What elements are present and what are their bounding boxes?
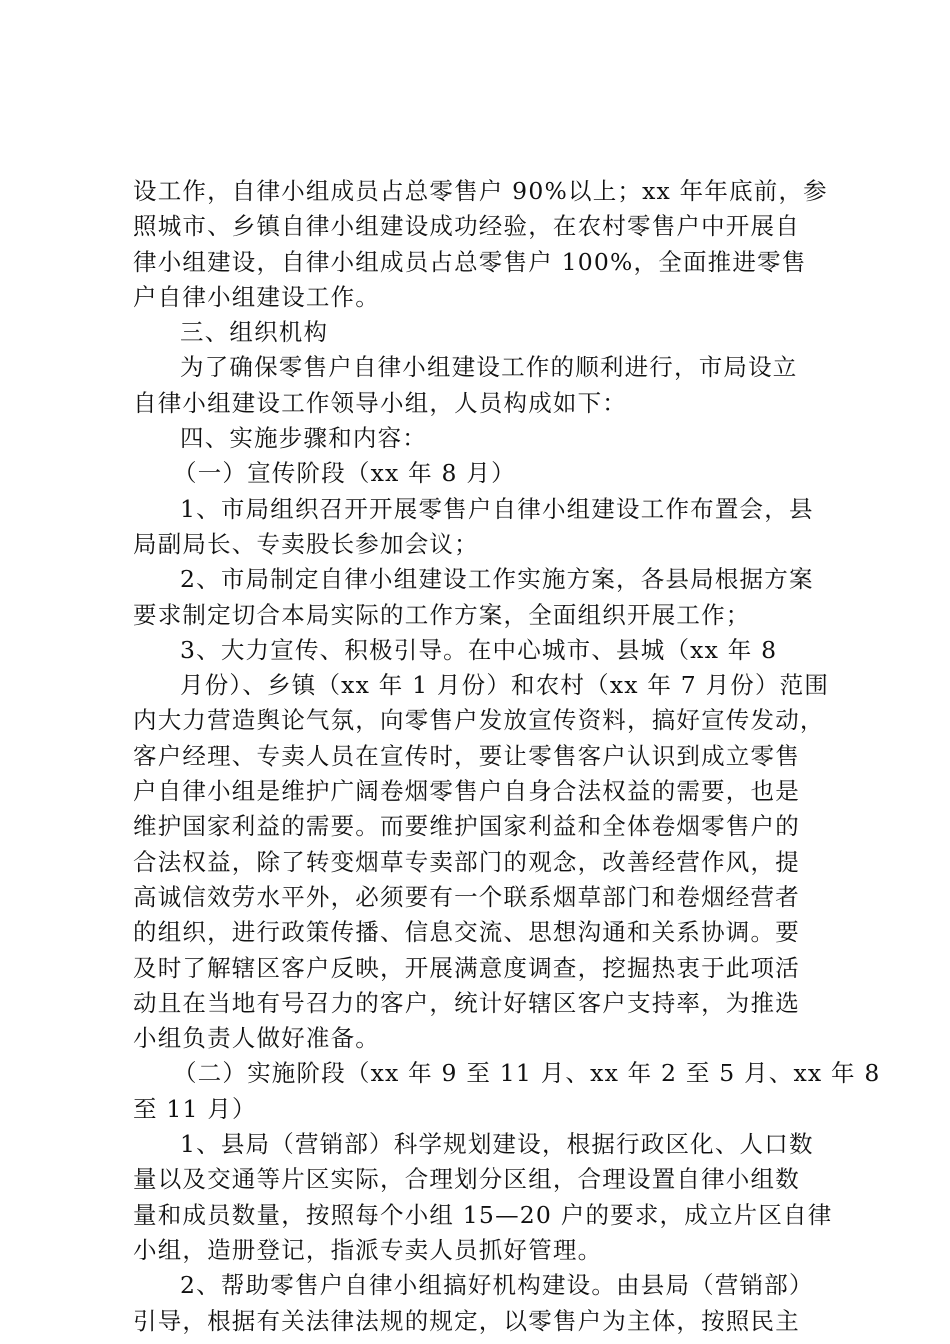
- text-line: 户自律小组是维护广阔卷烟零售户自身合法权益的需要，也是: [133, 777, 800, 806]
- text-line: 合法权益，除了转变烟草专卖部门的观念，改善经营作风，提: [133, 847, 800, 876]
- document-body: [133, 174, 881, 1339]
- text-line: 量以及交通等片区实际，合理划分区组，合理设置自律小组数: [133, 1165, 800, 1194]
- text-line: 2、帮助零售户自律小组搞好机构建设。由县局（营销部）: [180, 1271, 814, 1300]
- text-line: 内大力营造舆论气氛，向零售户发放宣传资料，搞好宣传发动，: [133, 706, 825, 735]
- text-line: 引导，根据有关法律法规的规定，以零售户为主体，按照民主: [133, 1306, 800, 1335]
- text-line: 客户经理、专卖人员在宣传时，要让零售客户认识到成立零售: [133, 741, 800, 770]
- text-line: 自律小组建设工作领导小组，人员构成如下：: [133, 388, 627, 417]
- text-line: 照城市、乡镇自律小组建设成功经验，在农村零售户中开展自: [133, 212, 800, 241]
- text-line: 要求制定切合本局实际的工作方案，全面组织开展工作；: [133, 600, 751, 629]
- text-line: 小组，造册登记，指派专卖人员抓好管理。: [133, 1235, 603, 1264]
- section-heading: 四、实施步骤和内容：: [180, 424, 427, 453]
- text-line: 月份）、乡镇（xx 年 1 月份）和农村（xx 年 7 月份）范围: [180, 671, 830, 700]
- text-line: 局副局长、专卖股长参加会议；: [133, 529, 479, 558]
- text-line: 设工作，自律小组成员占总零售户 90%以上；xx 年年底前，参: [133, 177, 828, 205]
- text-line: 1、市局组织召开开展零售户自律小组建设工作布置会，县: [180, 494, 814, 523]
- text-line: 及时了解辖区客户反映，开展满意度调查，挖掘热衷于此项活: [133, 953, 800, 982]
- text-line: 律小组建设，自律小组成员占总零售户 100%，全面推进零售: [133, 247, 807, 276]
- subsection-heading: （二）实施阶段（xx 年 9 至 11 月、xx 年 2 至 5 月、xx 年 8: [173, 1059, 881, 1088]
- text-line: 为了确保零售户自律小组建设工作的顺利进行，市局设立: [180, 353, 798, 382]
- text-line: 的组织，进行政策传播、信息交流、思想沟通和关系协调。要: [133, 918, 800, 947]
- section-heading: 三、组织机构: [180, 318, 329, 347]
- text-line: 3、大力宣传、积极引导。在中心城市、县城（xx 年 8: [180, 635, 778, 664]
- text-line: 2、市局制定自律小组建设工作实施方案，各县局根据方案: [180, 565, 814, 594]
- subsection-heading: （一）宣传阶段（xx 年 8 月）: [173, 459, 516, 488]
- text-line: 维护国家利益的需要。而要维护国家利益和全体卷烟零售户的: [133, 812, 800, 841]
- text-line: 户自律小组建设工作。: [133, 282, 380, 311]
- text-line: 量和成员数量，按照每个小组 15—20 户的要求，成立片区自律: [133, 1200, 833, 1229]
- text-line: 动且在当地有号召力的客户，统计好辖区客户支持率，为推选: [133, 988, 800, 1017]
- text-line: 1、县局（营销部）科学规划建设，根据行政区化、人口数: [180, 1130, 814, 1159]
- text-line: 高诚信效劳水平外，必须要有一个联系烟草部门和卷烟经营者: [133, 882, 800, 911]
- text-line: 小组负责人做好准备。: [133, 1024, 380, 1053]
- text-line: 至 11 月）: [133, 1094, 257, 1123]
